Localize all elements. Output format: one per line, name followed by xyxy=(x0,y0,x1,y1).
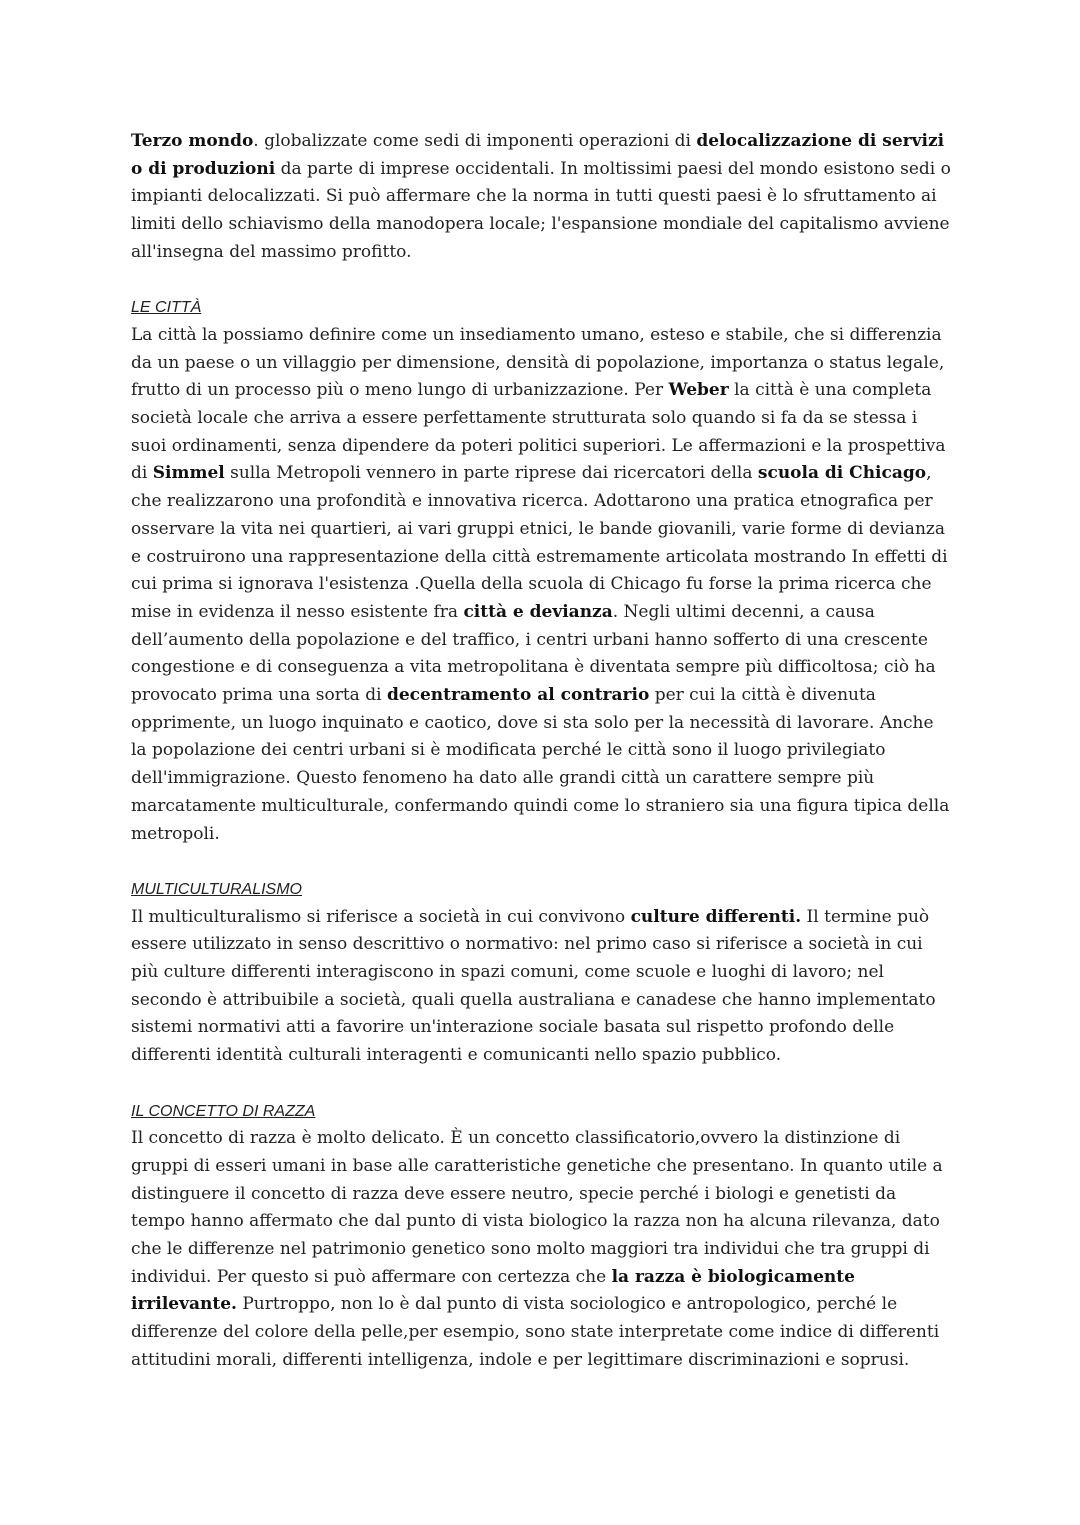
bold-term: la razza è biologicamente irrilevante. xyxy=(131,1266,855,1315)
bold-term: città e devianza xyxy=(463,601,613,622)
section-heading: LE CITTÀ xyxy=(131,299,202,317)
section-razza xyxy=(131,1098,951,1375)
section-multiculturalismo xyxy=(131,876,951,1070)
bold-term: scuola di Chicago xyxy=(757,463,927,484)
section-heading: IL CONCETTO DI RAZZA xyxy=(131,1102,316,1120)
section-citta xyxy=(131,294,951,848)
bold-term: Weber xyxy=(668,380,729,401)
section-paragraph: Il multiculturalismo si riferisce a società in cui convivono culture differenti. Il termine può essere utilizzato in senso descrittivo o normativo: nel primo caso si riferisce a società in cui più culture differenti interagiscono in spazi comuni, come scuole e luoghi di lavoro; nel secondo è attribuibile a società, quali quella australiana e canadese che hanno implementato sistemi normativi atti a favorire un'interazione sociale basata sul rispetto profondo delle differenti identità culturali interagenti e comunicanti nello spazio pubblico. xyxy=(131,906,936,1066)
bold-term: delocalizzazione di servizi o di produzioni xyxy=(131,131,945,179)
bold-term: culture differenti. xyxy=(630,906,802,927)
intro-paragraph: Terzo mondo. globalizzate come sedi di imponenti operazioni di delocalizzazione di servizi o di produzioni da parte di imprese occidentali. In moltissimi paesi del mondo esistono sedi o impianti delocalizzati. Si può affermare che la norma in tutti questi paesi è lo sfruttamento ai limiti dello schiavismo della manodopera locale; l'espansione mondiale del capitalismo avviene all'insegna del massimo profitto. xyxy=(131,131,951,262)
document-page xyxy=(131,128,951,1375)
bold-term: Terzo mondo xyxy=(131,131,254,151)
section-paragraph: La città la possiamo definire come un insediamento umano, esteso e stabile, che si differenzia da un paese o un villaggio per dimensione, densità di popolazione, importanza o status legale, frutto di un processo più o meno lungo di urbanizzazione. Per Weber la città è una completa società locale che arriva a essere perfettamente strutturata solo quando si fa da se stessa i suoi ordinamenti, senza dipendere da poteri politici superiori. Le affermazioni e la prospettiva di Simmel sulla Metropoli vennero in parte riprese dai ricercatori della scuola di Chicago, che realizzarono una profondità e innovativa ricerca. Adottarono una pratica etnografica per osservare la vita nei quartieri, ai vari gruppi etnici, le bande giovanili, varie forme di devianza e costruirono una rappresentazione della città estremamente articolata mostrando In effetti di cui prima si ignorava l'esistenza .Quella della scuola di Chicago fu forse la prima ricerca che mise in evidenza il nesso esistente fra città e devianza. Negli ultimi decenni, a causa dell’aumento della popolazione e del traffico, i centri urbani hanno sofferto di una crescente congestione e di conseguenza a vita metropolitana è diventata sempre più difficoltosa; ciò ha provocato prima una sorta di decentramento al contrario per cui la città è divenuta opprimente, un luogo inquinato e caotico, dove si sta solo per la necessità di lavorare. Anche la popolazione dei centri urbani si è modificata perché le città sono il luogo privilegiato dell'immigrazione. Questo fenomeno ha dato alle grandi città un carattere sempre più marcatamente multiculturale, confermando quindi come lo straniero sia una figura tipica della metropoli. xyxy=(131,324,950,844)
bold-term: decentramento al contrario xyxy=(386,685,650,706)
section-heading: MULTICULTURALISMO xyxy=(131,880,302,898)
bold-term: Simmel xyxy=(152,463,225,484)
section-paragraph: Il concetto di razza è molto delicato. È un concetto classificatorio,ovvero la distinzione di gruppi di esseri umani in base alle caratteristiche genetiche che presentano. In quanto utile a distinguere il concetto di razza deve essere neutro, specie perché i biologi e genetisti da tempo hanno affermato che dal punto di vista biologico la razza non ha alcuna rilevanza, dato che le differenze nel patrimonio genetico sono molto maggiori tra individui che tra gruppi di individui. Per questo si può affermare con certezza che la razza è biologicamente irrilevante. Purtroppo, non lo è dal punto di vista sociologico e antropologico, perché le differenze del colore della pelle,per esempio, sono state interpretate come indice di differenti attitudini morali, differenti intelligenza, indole e per legittimare discriminazioni e soprusi. xyxy=(131,1128,943,1370)
